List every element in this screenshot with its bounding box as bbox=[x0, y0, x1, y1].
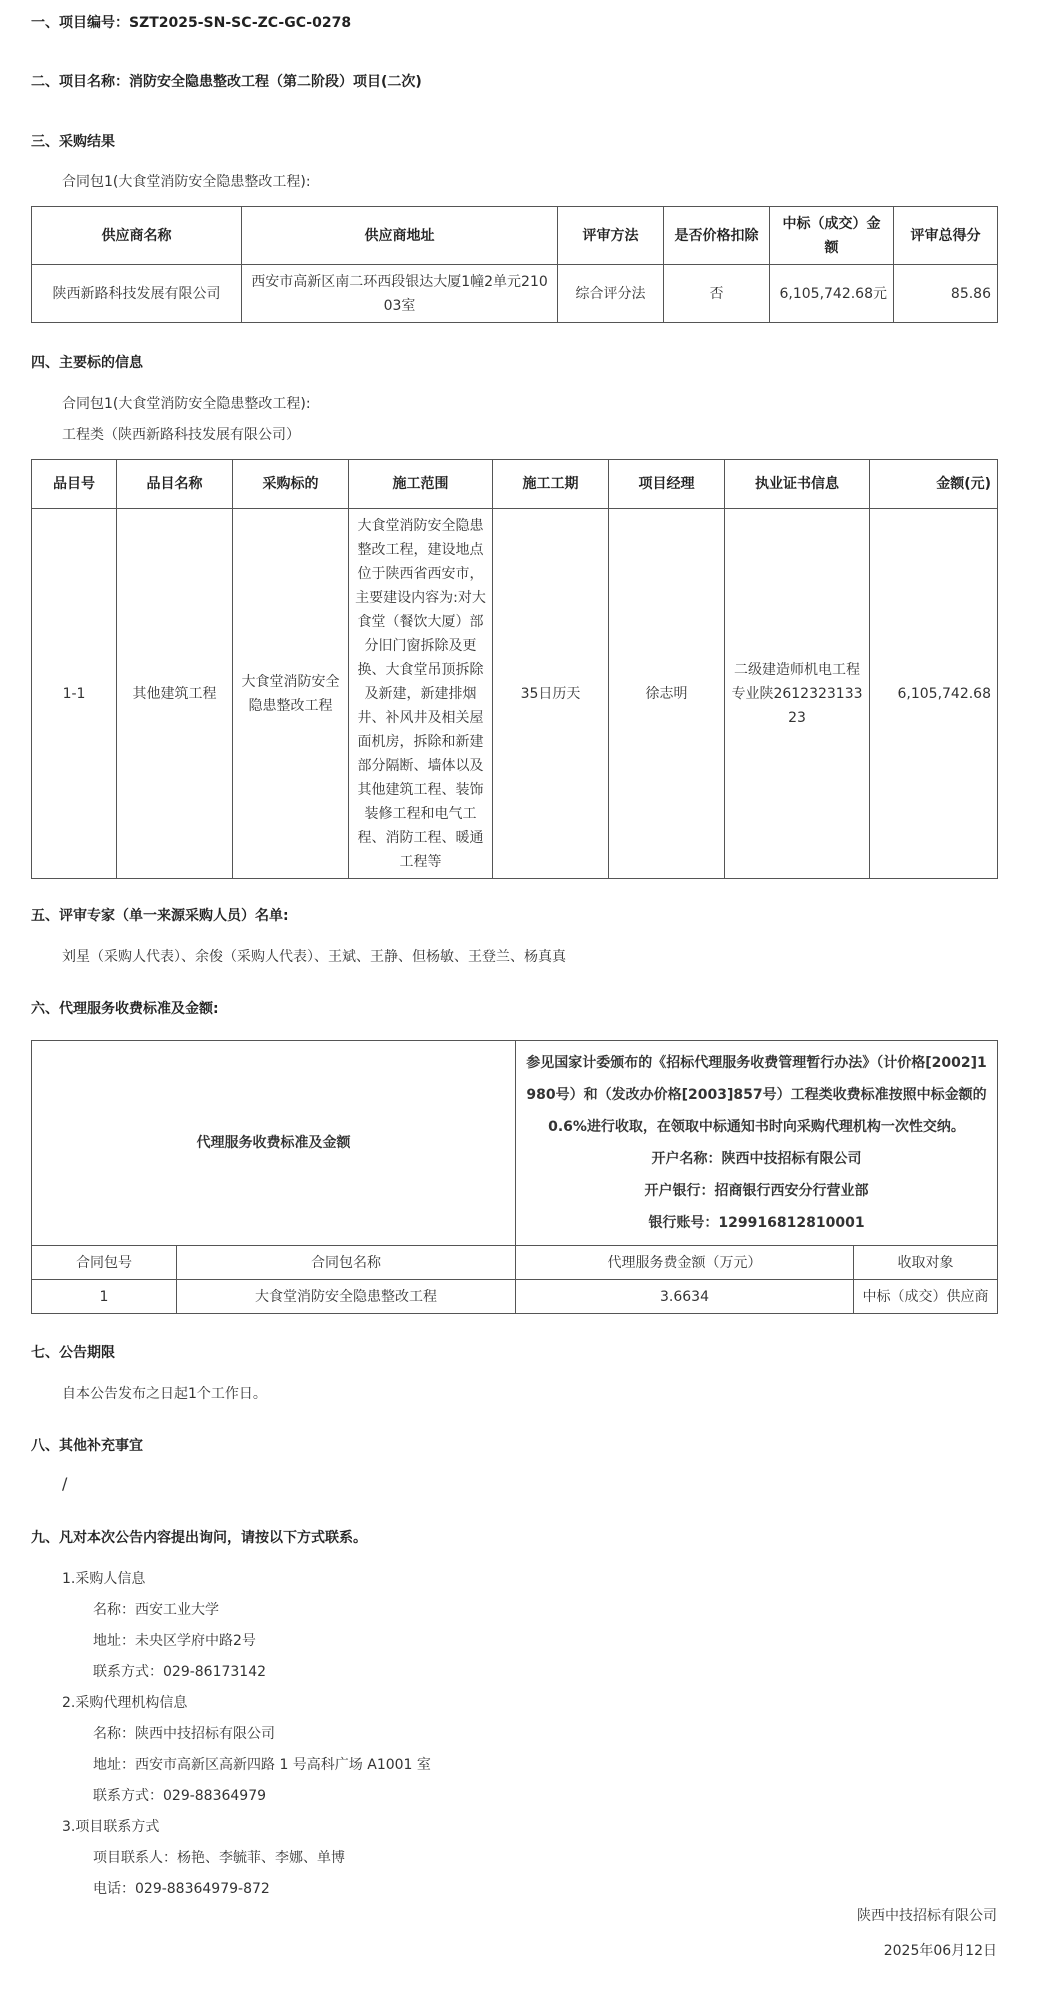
total-score: 85.86 bbox=[894, 265, 998, 323]
certificate-info: 二级建造师机电工程专业陕261232313323 bbox=[725, 509, 870, 879]
agent-address: 地址：西安市高新区高新四路 1 号高科广场 A1001 室 bbox=[93, 1757, 431, 1773]
header-review-method: 评审方法 bbox=[558, 207, 664, 265]
project-contact-people: 项目联系人：杨艳、李毓菲、李娜、单博 bbox=[93, 1850, 345, 1866]
header-package-no: 合同包号 bbox=[32, 1246, 177, 1280]
header-certificate-info: 执业证书信息 bbox=[725, 460, 870, 509]
subject-package-label: 合同包1(大食堂消防安全隐患整改工程): bbox=[62, 396, 311, 412]
section-contact-title: 九、凡对本次公告内容提出询问，请按以下方式联系。 bbox=[31, 1530, 367, 1546]
construction-period: 35日历天 bbox=[493, 509, 609, 879]
fee-standard-row bbox=[32, 1041, 998, 1246]
construction-scope: 大食堂消防安全隐患整改工程，建设地点位于陕西省西安市，主要建设内容为:对大食堂（餐饮大厦）部分旧门窗拆除及更换、大食堂吊顶拆除及新建，新建排烟井、补风井及相关屋面机房，拆除和新建部分隔断、墙体以及其他建筑工程、装饰装修工程和电气工程、消防工程、暖通工程等 bbox=[349, 509, 493, 879]
fee-bank: 开户银行：招商银行西安分行营业部 bbox=[644, 1183, 869, 1199]
section-procurement-result-title: 三、采购结果 bbox=[31, 134, 115, 150]
fee-standard-content bbox=[516, 1041, 998, 1246]
agency-fee-table bbox=[31, 1040, 998, 1314]
supplier-name: 陕西新路科技发展有限公司 bbox=[32, 265, 242, 323]
buyer-address: 地址：未央区学府中路2号 bbox=[93, 1633, 256, 1649]
winning-amount: 6,105,742.68元 bbox=[770, 265, 894, 323]
fee-payer: 中标（成交）供应商 bbox=[854, 1280, 998, 1314]
fee-account-no: 银行账号：129916812810001 bbox=[648, 1215, 865, 1231]
notice-period-text: 自本公告发布之日起1个工作日。 bbox=[62, 1386, 267, 1402]
header-winning-amount: 中标（成交）金额 bbox=[770, 207, 894, 265]
header-fee-amount: 代理服务费金额（万元） bbox=[516, 1246, 854, 1280]
fee-account-name: 开户名称：陕西中技招标有限公司 bbox=[651, 1151, 862, 1167]
project-contact-title: 3.项目联系方式 bbox=[62, 1819, 160, 1835]
header-project-manager: 项目经理 bbox=[609, 460, 725, 509]
header-item-no: 品目号 bbox=[32, 460, 117, 509]
agent-name: 名称：陕西中技招标有限公司 bbox=[93, 1726, 275, 1742]
result-table bbox=[31, 206, 998, 323]
procurement-subject: 大食堂消防安全隐患整改工程 bbox=[233, 509, 349, 879]
amount: 6,105,742.68 bbox=[870, 509, 998, 879]
experts-list: 刘星（采购人代表）、余俊（采购人代表）、王斌、王静、但杨敏、王登兰、杨真真 bbox=[62, 949, 566, 965]
header-amount: 金额(元) bbox=[870, 460, 998, 509]
section-project-number: 一、项目编号：SZT2025-SN-SC-ZC-GC-0278 bbox=[31, 15, 352, 31]
section-project-name: 二、项目名称：消防安全隐患整改工程（第二阶段）项目(二次) bbox=[31, 74, 422, 90]
header-item-name: 品目名称 bbox=[117, 460, 233, 509]
header-supplier-name: 供应商名称 bbox=[32, 207, 242, 265]
project-contact-phone: 电话：029-88364979-872 bbox=[93, 1881, 270, 1897]
supplier-address: 西安市高新区南二环西段银达大厦1幢2单元21003室 bbox=[242, 265, 558, 323]
table-row bbox=[32, 509, 998, 879]
fee-table-header bbox=[32, 1246, 998, 1280]
header-total-score: 评审总得分 bbox=[894, 207, 998, 265]
fee-amount: 3.6634 bbox=[516, 1280, 854, 1314]
project-manager: 徐志明 bbox=[609, 509, 725, 879]
subject-category-label: 工程类（陕西新路科技发展有限公司） bbox=[62, 427, 300, 443]
other-matters-text: / bbox=[62, 1474, 68, 1493]
section-agency-fee-title: 六、代理服务收费标准及金额: bbox=[31, 1001, 219, 1017]
price-deduction: 否 bbox=[664, 265, 770, 323]
fee-standard-label: 代理服务收费标准及金额 bbox=[32, 1041, 516, 1246]
section-other-matters-title: 八、其他补充事宜 bbox=[31, 1438, 143, 1454]
buyer-info-title: 1.采购人信息 bbox=[62, 1571, 146, 1587]
result-table-header bbox=[32, 207, 998, 265]
footer-organization: 陕西中技招标有限公司 bbox=[857, 1908, 997, 1924]
package-name: 大食堂消防安全隐患整改工程 bbox=[177, 1280, 516, 1314]
header-construction-scope: 施工范围 bbox=[349, 460, 493, 509]
buyer-phone: 联系方式：029-86173142 bbox=[93, 1664, 267, 1680]
result-package-label: 合同包1(大食堂消防安全隐患整改工程): bbox=[62, 174, 311, 190]
buyer-name: 名称：西安工业大学 bbox=[93, 1602, 219, 1618]
header-package-name: 合同包名称 bbox=[177, 1246, 516, 1280]
agent-phone: 联系方式：029-88364979 bbox=[93, 1788, 267, 1804]
section-experts-title: 五、评审专家（单一来源采购人员）名单: bbox=[31, 908, 289, 924]
table-row bbox=[32, 265, 998, 323]
table-row bbox=[32, 1280, 998, 1314]
review-method: 综合评分法 bbox=[558, 265, 664, 323]
fee-standard-desc: 参见国家计委颁布的《招标代理服务收费管理暂行办法》（计价格[2002]1980号）和（发改办价格[2003]857号）工程类收费标准按照中标金额的0.6%进行收取，在领取中标通知书时向采购代理机构一次性交纳。 bbox=[526, 1055, 987, 1135]
header-price-deduction: 是否价格扣除 bbox=[664, 207, 770, 265]
subject-table-header bbox=[32, 460, 998, 509]
agent-info-title: 2.采购代理机构信息 bbox=[62, 1695, 188, 1711]
header-procurement-subject: 采购标的 bbox=[233, 460, 349, 509]
footer-date: 2025年06月12日 bbox=[883, 1943, 997, 1959]
header-supplier-address: 供应商地址 bbox=[242, 207, 558, 265]
subject-table bbox=[31, 459, 998, 879]
header-fee-payer: 收取对象 bbox=[854, 1246, 998, 1280]
section-notice-period-title: 七、公告期限 bbox=[31, 1345, 115, 1361]
section-main-subject-title: 四、主要标的信息 bbox=[31, 355, 143, 371]
header-construction-period: 施工工期 bbox=[493, 460, 609, 509]
package-no: 1 bbox=[32, 1280, 177, 1314]
item-name: 其他建筑工程 bbox=[117, 509, 233, 879]
item-no: 1-1 bbox=[32, 509, 117, 879]
